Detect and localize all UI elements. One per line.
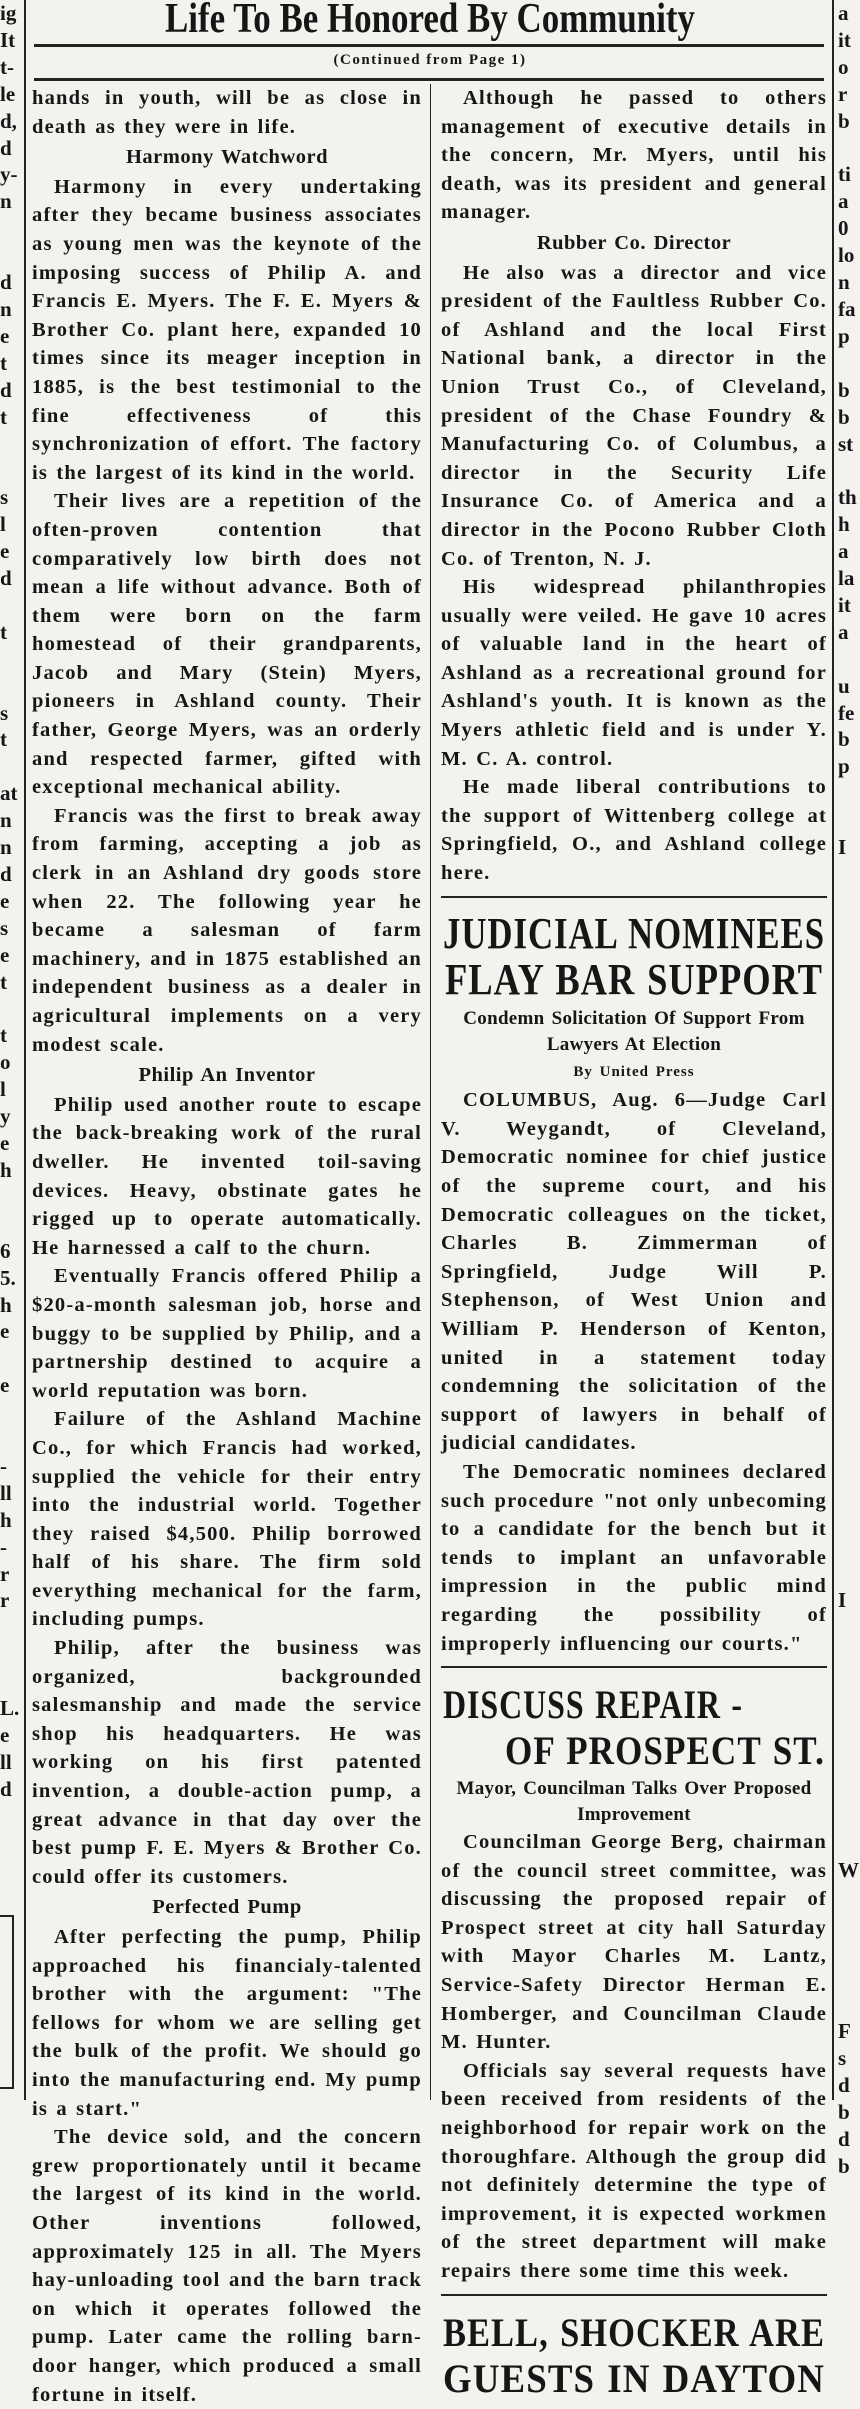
text-fragment: lo [838, 243, 855, 268]
text-fragment: n [0, 189, 12, 214]
text-fragment: b [838, 377, 850, 402]
text-fragment [838, 780, 860, 807]
byline: By United Press [573, 1063, 695, 1080]
subheading: Perfected Pump [152, 1896, 302, 1919]
text-fragment: W [838, 1857, 859, 1882]
paragraph: Failure of the Ashland Machine Co., for which Francis had worked, supplied the vehicle for their entry into the industrial world. Together they raised $4,500. Philip borrowed half of his share. The firm sold everything mechanical for the farm, including pumps. [32, 1408, 422, 1631]
text-fragment: p [838, 754, 850, 779]
paragraph: After perfecting the pump, Philip approached his financialy-talented brother with the argument: "The fellows for whom we are selling get the bulk of the profit. We should go into the manufacturing end. My pump is a start." [32, 1926, 422, 2120]
text-fragment: 5. [0, 1265, 16, 1290]
text-fragment [838, 646, 860, 673]
paragraph: COLUMBUS, Aug. 6—Judge Carl V. Weygandt, of Cleveland, Democratic nominee for chief justice of the supreme court, and his Democratic colleagues on the ticket, Charles B. Zimmerman of Springfield, Judge Will P. Stephenson, of West Union and William P. Henderson of Kenton, united in a statement today condemning the solicitation of the support of lawyers in behalf of judicial candidates. [441, 1089, 827, 1455]
text-fragment: s [0, 700, 9, 725]
text-fragment: 6 [0, 1238, 11, 1263]
text-fragment: y- [0, 162, 18, 187]
paragraph: Harmony in every undertaking after they became business associates as young men was the keynote of the imposing success of Philip A. and Francis E. Myers. The F. E. Myers & Brother Co. plant here, expanded 10 times since its meager inception in 1885, is the best testimonial to the fine effectiveness of this synchronization of effort. The factory is the largest of its kind in the world. [32, 175, 422, 484]
text-fragment [838, 807, 860, 834]
text-fragment [0, 1184, 22, 1211]
text-fragment [838, 1937, 860, 1964]
column-rule-middle [430, 84, 431, 2100]
text-fragment: t [0, 350, 7, 375]
subheading: Rubber Co. Director [536, 231, 732, 254]
text-fragment: h [0, 1292, 12, 1317]
text-fragment: e [0, 1131, 10, 1156]
article-column-left [32, 84, 422, 2409]
text-fragment [838, 1614, 860, 1641]
paragraph: Philip, after the business was organized, backgrounded salesmanship and made the service shop his headquarters. He was working on his first patented invention, a double-action pump, a great advance in that day over the best pump F. E. Myers & Brother Co. could offer its customers. [32, 1637, 422, 1888]
text-fragment [838, 457, 860, 484]
text-fragment [838, 1641, 860, 1668]
text-fragment: t [0, 727, 7, 752]
text-fragment [0, 242, 22, 269]
text-fragment: ll [0, 1480, 12, 1505]
text-fragment [0, 457, 22, 484]
text-fragment: ll [0, 1749, 12, 1774]
text-fragment: t [0, 969, 7, 994]
text-fragment [838, 1534, 860, 1561]
story-headline-prospect-line2 [441, 1724, 827, 1774]
text-fragment: a [838, 1, 849, 25]
story-separator [441, 896, 827, 898]
text-fragment [838, 861, 860, 888]
text-fragment [0, 1399, 22, 1426]
text-fragment: e [0, 942, 10, 967]
text-fragment: d [0, 135, 12, 160]
paragraph: The device sold, and the concern grew proportionately until it became the largest of its kind in the world. Other inventions followed, approximately 125 in all. The Myers hay-unloading tool and the barn track on which it operates followed the pump. Later came the rolling barn-door hanger, which produced a small fortune in itself. [32, 2126, 422, 2406]
story-headline-judicial-line1 [441, 908, 827, 958]
paragraph: Their lives are a repetition of the often-proven contention that comparatively low birth does not mean a life without advance. Both of them were born on the farm homestead of their grandparents, Jacob and Mary (Stein) Myers, pioneers in Ashland county. Their father, George Myers, was an orderly and respected farmer, gifted with exceptional mechanical ability. [32, 490, 422, 799]
text-fragment: l [0, 512, 6, 537]
text-fragment: p [838, 323, 850, 348]
text-fragment: u [838, 673, 850, 698]
text-fragment [838, 1049, 860, 1076]
svg-text:BELL, SHOCKER ARE: BELL, SHOCKER ARE [443, 2309, 825, 2355]
text-fragment: h [0, 1157, 12, 1182]
text-fragment: s [0, 485, 9, 510]
text-fragment [838, 1668, 860, 1695]
paragraph: Officials say several requests have been received from residents of the neighborhood for repair work on the thoroughfare. Although the group did not definitely determine the type of improvement, it is expected workmen of the street department will make repairs there some time this week. [441, 2059, 827, 2282]
text-fragment: ti [838, 162, 851, 187]
text-fragment: d [0, 862, 12, 886]
text-fragment: n [0, 808, 12, 833]
story-headline-dayton-line2 [441, 2352, 827, 2401]
text-fragment [838, 1749, 860, 1776]
paragraph: hands in youth, will be as close in death as they were in life. [32, 87, 422, 138]
text-fragment: t [0, 1023, 7, 1048]
text-fragment: b [838, 2153, 850, 2178]
paragraph: Philip used another route to escape the back-breaking work of the rural dweller. He invented toil-saving devices. Heavy, obstinate gates he rigged up to operate automatically. He harnessed a calf to the churn. [32, 1093, 422, 1259]
text-fragment: I [838, 1588, 847, 1613]
text-fragment [0, 996, 22, 1023]
text-fragment [838, 996, 860, 1023]
text-fragment: n [838, 270, 850, 295]
text-fragment: e [0, 1319, 10, 1344]
headline-rule [34, 44, 824, 47]
text-fragment: h [838, 512, 850, 537]
text-fragment: e [0, 323, 10, 348]
text-fragment [838, 1184, 860, 1211]
column-rule-left [24, 0, 26, 2100]
text-fragment: ig [0, 1, 17, 25]
story-headline-prospect-line1 [441, 1678, 827, 1728]
text-fragment: it [838, 592, 851, 617]
text-fragment: s [0, 915, 9, 940]
svg-text:DISCUSS REPAIR -: DISCUSS REPAIR - [443, 1682, 743, 1728]
text-fragment [838, 1722, 860, 1749]
text-fragment [0, 1211, 22, 1238]
text-fragment [838, 1964, 860, 1991]
text-fragment [838, 1076, 860, 1103]
text-fragment: b [838, 404, 850, 429]
text-fragment [838, 1238, 860, 1265]
article-column-middle [441, 84, 827, 2401]
text-fragment: 0 [838, 216, 849, 241]
continued-note: (Continued from Page 1) [333, 52, 527, 68]
text-fragment [838, 915, 860, 942]
text-fragment: d [838, 2072, 850, 2097]
text-fragment: o [838, 54, 849, 79]
text-fragment: s [838, 2045, 847, 2070]
text-fragment: t [0, 404, 7, 429]
text-fragment [838, 942, 860, 969]
text-fragment [838, 1372, 860, 1399]
text-fragment: r [0, 1588, 10, 1613]
text-fragment: r [838, 81, 848, 106]
text-fragment: fe [838, 700, 855, 725]
svg-text:OF PROSPECT ST.: OF PROSPECT ST. [505, 1728, 825, 1774]
paragraph: Although he passed to others management of executive details in the concern, Mr. Myers, until his death, was its president and general manager. [441, 87, 827, 224]
text-fragment [0, 673, 22, 700]
paragraph: His widespread philanthropies usually were veiled. He gave 10 acres of valuable land in the heart of Ashland as a recreational ground for Ashland's youth. It is known as the Myers athletic field and is under Y. M. C. A. control. [441, 576, 827, 770]
text-fragment [838, 135, 860, 162]
text-fragment: It [0, 27, 16, 52]
paragraph: Eventually Francis offered Philip a $20-a-month salesman job, horse and buggy to be supplied by Philip, and a partnership destined to acquire a world reputation was born. [32, 1265, 422, 1402]
text-fragment [0, 753, 22, 780]
text-fragment [838, 1292, 860, 1319]
text-fragment: d [0, 270, 12, 295]
text-fragment [838, 1211, 860, 1238]
text-fragment [838, 1426, 860, 1453]
text-fragment [838, 1022, 860, 1049]
continued-rule [34, 78, 824, 81]
text-fragment: t [0, 619, 7, 644]
text-fragment: e [0, 1723, 10, 1747]
text-fragment [838, 1561, 860, 1588]
text-fragment [838, 1130, 860, 1157]
text-fragment [838, 1318, 860, 1345]
text-fragment [838, 1265, 860, 1292]
text-fragment: d, [0, 108, 17, 133]
text-fragment: fa [838, 296, 856, 321]
paragraph: He also was a director and vice president of the Faultless Rubber Co. of Ashland and the local First National bank, a director in the Union Trust Co., of Cleveland, president of the Chase Foundry & Manufacturing Co. of Columbus, a director in the Security Life Insurance Co. of America and a director in the Pocono Rubber Cloth Co. of Trenton, N. J. [441, 261, 827, 570]
text-fragment: L. [0, 1696, 20, 1721]
adjacent-box-border [0, 1915, 14, 2089]
text-fragment [0, 646, 22, 673]
story-separator [441, 1666, 827, 1668]
right-adjacent-column-fragment [838, 0, 860, 2179]
text-fragment [838, 1453, 860, 1480]
text-fragment [838, 888, 860, 915]
text-fragment: th [838, 485, 857, 510]
text-fragment: d [0, 566, 12, 591]
story-headline-judicial-line2 [441, 954, 827, 1004]
svg-text:Life To Be Honored By Communit: Life To Be Honored By Community [165, 0, 695, 42]
text-fragment [838, 1883, 860, 1910]
text-fragment: t- [0, 54, 14, 79]
text-fragment: a [838, 539, 849, 564]
text-fragment [838, 1507, 860, 1534]
story-deck: Mayor, Councilman Talks Over Proposed Improvement [456, 1778, 812, 1826]
subheading: Philip An Inventor [138, 1064, 316, 1087]
text-fragment [838, 969, 860, 996]
svg-text:FLAY BAR SUPPORT: FLAY BAR SUPPORT [445, 954, 823, 1004]
text-fragment: - [0, 1453, 7, 1478]
text-fragment [0, 431, 22, 458]
text-fragment [838, 1480, 860, 1507]
text-fragment: y [0, 1104, 11, 1129]
text-fragment: it [838, 27, 851, 52]
svg-text:GUESTS IN DAYTON: GUESTS IN DAYTON [443, 2355, 825, 2401]
text-fragment: e [0, 539, 10, 564]
text-fragment: a [838, 189, 849, 214]
text-fragment [838, 1157, 860, 1184]
text-fragment [0, 1641, 22, 1668]
text-fragment [838, 350, 860, 377]
text-fragment: l [0, 1077, 6, 1102]
text-fragment [838, 1803, 860, 1830]
paragraph: He made liberal contributions to the support of Wittenberg college at Springfield, O., and Ashland college here. [441, 776, 827, 885]
text-fragment: n [0, 835, 12, 860]
subheading: Harmony Watchword [125, 146, 329, 169]
svg-text:JUDICIAL NOMINEES: JUDICIAL NOMINEES [443, 908, 825, 958]
story-separator [441, 2294, 827, 2296]
text-fragment [838, 1103, 860, 1130]
text-fragment: d [838, 2126, 850, 2151]
text-fragment: F [838, 2018, 851, 2043]
text-fragment [0, 1614, 22, 1641]
text-fragment [0, 592, 22, 619]
left-adjacent-column-fragment [0, 0, 22, 1803]
text-fragment: at [0, 781, 18, 806]
text-fragment: o [0, 1050, 11, 1075]
text-fragment: st [838, 431, 854, 456]
text-fragment [838, 1910, 860, 1937]
text-fragment: n [0, 296, 12, 321]
text-fragment: b [838, 108, 850, 133]
text-fragment: e [0, 1373, 10, 1398]
text-fragment: b [838, 2099, 850, 2124]
story-deck: Condemn Solicitation Of Support From Lawyers At Election [463, 1007, 805, 1055]
page-headline [150, 0, 710, 44]
text-fragment: I [838, 835, 847, 860]
text-fragment: la [838, 566, 855, 591]
story-headline-dayton-line1 [441, 2306, 827, 2355]
text-fragment [838, 1399, 860, 1426]
text-fragment [0, 1426, 22, 1453]
text-fragment: h [0, 1507, 12, 1532]
text-fragment: e [0, 888, 10, 913]
column-rule-right [832, 0, 834, 2100]
text-fragment [0, 215, 22, 242]
text-fragment: a [838, 619, 849, 644]
text-fragment: - [0, 1534, 7, 1559]
paragraph: Councilman George Berg, chairman of the council street committee, was discussing the proposed repair of Prospect street at city hall Saturday with Mayor Charles M. Lantz, Service-Safety Director Herman E. Homberger, and Councilman Claude M. Hunter. [441, 1831, 827, 2054]
paragraph: The Democratic nominees declared such procedure "not only unbecoming to a candidate for the bench but it tends to implant an unfavorable impression in the public mind regarding the possibility of improperly influencing our courts." [441, 1460, 827, 1655]
text-fragment [0, 1668, 22, 1695]
paragraph: Francis was the first to break away from farming, accepting a job as clerk in an Ashland dry goods store when 22. The following year he became a salesman of farm machinery, and in 1875 established an independent business as a dealer in agricultural implements on a very modest scale. [32, 804, 422, 1056]
text-fragment [838, 1345, 860, 1372]
text-fragment: le [0, 81, 16, 106]
text-fragment: r [0, 1561, 10, 1586]
text-fragment: b [838, 727, 850, 752]
text-fragment [838, 1991, 860, 2018]
text-fragment: d [0, 1776, 12, 1801]
text-fragment [838, 1776, 860, 1803]
text-fragment [838, 1695, 860, 1722]
text-fragment: d [0, 377, 12, 402]
text-fragment [0, 1345, 22, 1372]
text-fragment [838, 1830, 860, 1857]
